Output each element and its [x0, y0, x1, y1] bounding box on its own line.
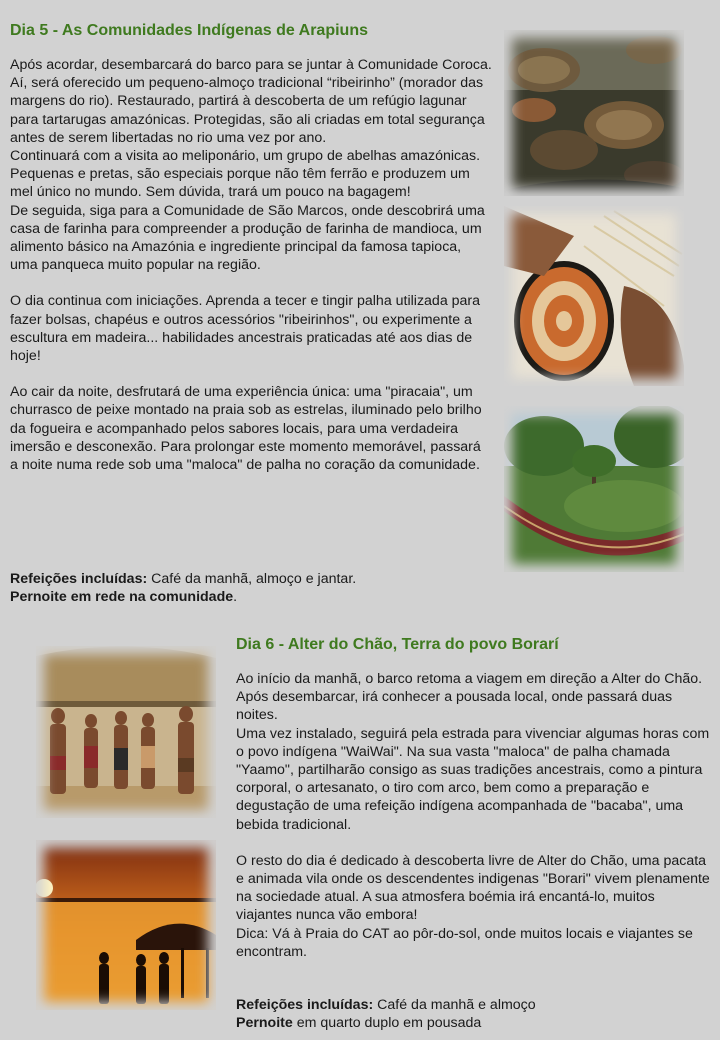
day5-paragraph-1b: Continuará com a visita ao meliponário, um grupo de abelhas amazónicas. Pequenas e pretas, são especiais porque não têm ferrão e produzem um mel único no mundo. Sem dúvida, trará um pouco na bagagem!: [10, 148, 481, 201]
day5-meals-label: Refeições incluídas:: [10, 571, 148, 587]
day6-stay-value: em quarto duplo em pousada: [292, 1015, 482, 1032]
day5-title: Dia 5 - As Comunidades Indígenas de Arapiuns: [10, 22, 368, 39]
day6-meals-label: Refeições incluídas:: [236, 997, 374, 1013]
turtles-photo: [504, 30, 684, 196]
day6-paragraph-2a: O resto do dia é dedicado à descoberta livre de Alter do Chão, uma pacata e animada vila onde os descendentes indigenas "Borari" vivem plenamente na sociedade atual. A sua atmosfera boémia irá encantá-lo, muitos viajantes nunca vão embora!: [236, 852, 710, 924]
day5-stay-label: Pernoite em rede na comunidade: [10, 589, 234, 606]
day6-stay-label: Pernoite: [236, 1015, 293, 1032]
day6-paragraph-1a: Ao início da manhã, o barco retoma a viagem em direção a Alter do Chão. Após desembarcar, irá conhecer a pousada local, onde passará duas noites.: [236, 671, 703, 724]
day5-stay-line: [10, 588, 492, 606]
day5-paragraph-1c: De seguida, siga para a Comunidade de São Marcos, onde descobrirá uma casa de farinha para compreender a produção de farinha de mandioca, um alimento básico na Amazónia e ingrediente principal da famosa tapioca, uma panqueca muito popular na região.: [10, 202, 485, 274]
basket-weaving-photo: [504, 206, 684, 386]
day6-description: [236, 670, 712, 961]
day5-paragraph-2: O dia continua com iniciações. Aprenda a tecer e tingir palha utilizada para fazer bolsas, chapéus e outros acessórios "ribeirinhos", ou experimente a escultura em madeira... habilidades ancestrais praticadas até aos dias de hoje!: [10, 293, 481, 365]
day5-meals-value: Café da manhã, almoço e jantar.: [147, 571, 357, 587]
day5-stay-suffix: .: [233, 589, 238, 606]
river-sunset-photo: [36, 840, 216, 1010]
day6-inclusions: [236, 996, 712, 1032]
indigenous-group-photo: [36, 646, 216, 818]
hammock-forest-photo: [504, 406, 684, 572]
day6-paragraph-1b: Uma vez instalado, seguirá pela estrada para vivenciar algumas horas com o povo indígena "WaiWai". Na sua vasta "maloca" de palha chamada "Yaamo", partilharão consigo as suas tradições ancestrais, como a pintura corporal, o artesanato, o tiro com arco, bem como a preparação e degustação de uma refeição indígena acompanhada de "bacaba", uma bebida tradicional.: [236, 725, 710, 833]
day5-meals-line: [10, 570, 492, 588]
day6-meals-value: Café da manhã e almoço: [373, 997, 536, 1013]
day6-title: Dia 6 - Alter do Chão, Terra do povo Borarí: [236, 636, 559, 653]
day6-paragraph-2b: Dica: Vá à Praia do CAT ao pôr-do-sol, onde muitos locais e viajantes se encontram.: [236, 925, 693, 960]
day6-meals-line: [236, 996, 712, 1014]
day5-paragraph-1a: Após acordar, desembarcará do barco para se juntar à Comunidade Coroca. Aí, será oferecido um pequeno-almoço tradicional “ribeirinho” (morador das margens do rio). Restaurado, partirá à descoberta de um refúgio lagunar para tartarugas amazónicas. Protegidas, são ali criadas em total segurança antes de serem libertadas no rio uma vez por ano.: [10, 57, 492, 146]
day5-paragraph-3: Ao cair da noite, desfrutará de uma experiência única: uma "piracaia", um churrasco de peixe montado na praia sob as estrelas, iluminado pelo brilho da fogueira e acompanhado pelos sabores locais, para uma verdadeira imersão e desconexão. Para prolongar este momento memorável, passará a noite numa rede sob uma "maloca" de palha no coração da comunidade.: [10, 384, 482, 474]
day5-inclusions: [10, 570, 492, 606]
day6-stay-line: [236, 1014, 712, 1032]
day5-description: [10, 56, 492, 474]
